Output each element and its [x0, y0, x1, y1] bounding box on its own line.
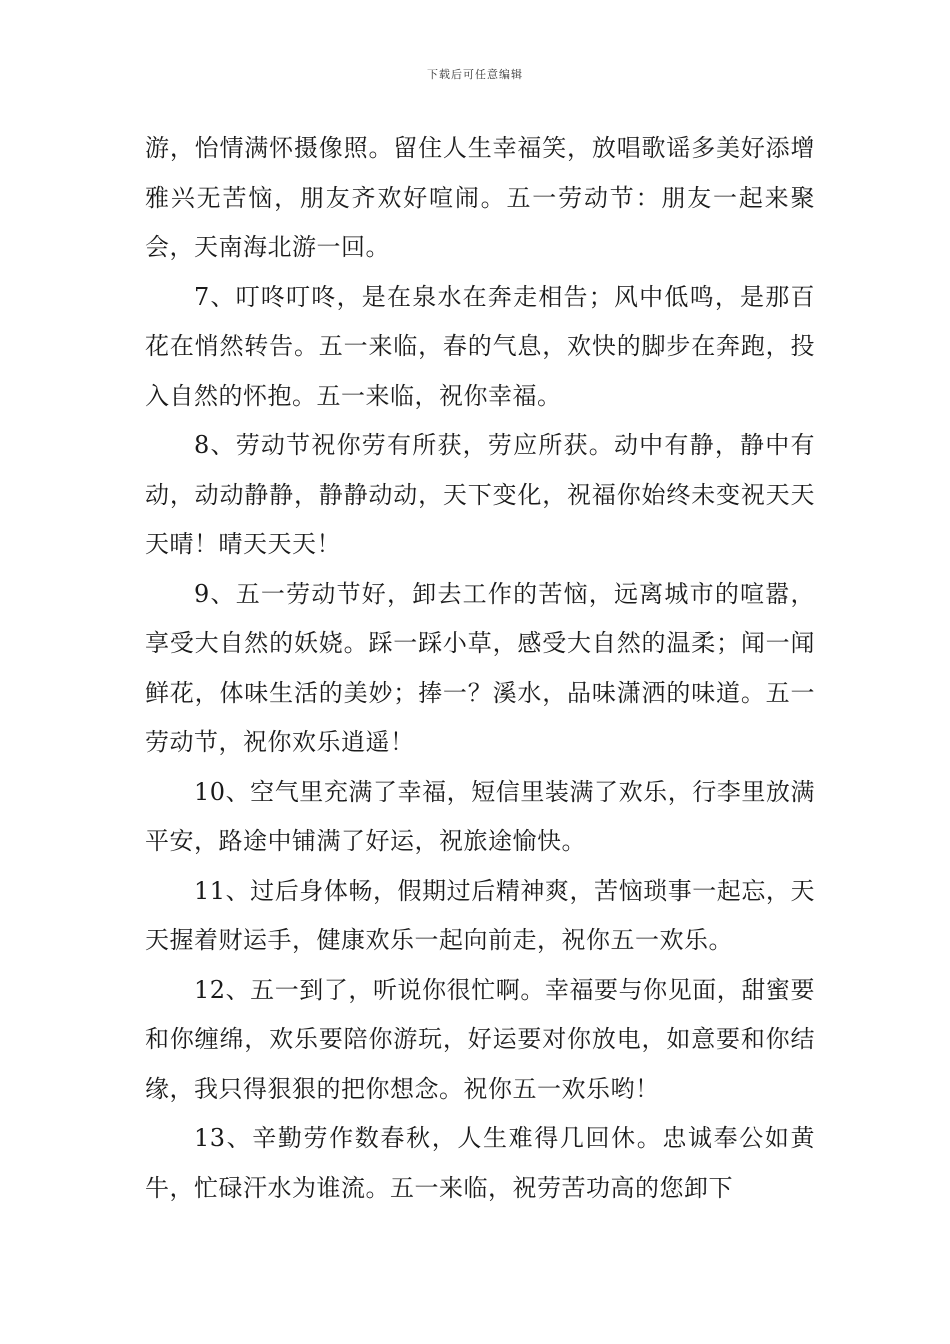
- paragraph: 9、五一劳动节好，卸去工作的苦恼，远离城市的喧嚣，享受大自然的妖娆。踩一踩小草，感受大自然的温柔；闻一闻鲜花，体味生活的美妙；捧一？溪水，品味潇洒的味道。五一劳动节，祝你欢乐逍遥！: [145, 579, 815, 756]
- paragraph: 12、五一到了，听说你很忙啊。幸福要与你见面，甜蜜要和你缠绵，欢乐要陪你游玩，好运要对你放电，如意要和你结缘，我只得狠狠的把你想念。祝你五一欢乐哟！: [145, 975, 815, 1103]
- paragraph: 8、劳动节祝你劳有所获，劳应所获。动中有静，静中有动，动动静静，静静动动，天下变化，祝福你始终未变祝天天天晴！晴天天天！: [145, 431, 815, 558]
- paragraph: 10、空气里充满了幸福，短信里装满了欢乐，行李里放满平安，路途中铺满了好运，祝旅途愉快。: [145, 777, 815, 855]
- paragraph: 13、辛勤劳作数春秋，人生难得几回休。忠诚奉公如黄牛，忙碌汗水为谁流。五一来临，祝劳苦功高的您卸下: [145, 1124, 815, 1202]
- paragraph: 7、叮咚叮咚，是在泉水在奔走相告；风中低鸣，是那百花在悄然转告。五一来临，春的气息，欢快的脚步在奔跑，投入自然的怀抱。五一来临，祝你幸福。: [145, 282, 815, 410]
- paragraph: 游，怡情满怀摄像照。留住人生幸福笑，放唱歌谣多美好添增雅兴无苦恼，朋友齐欢好喧闹。五一劳动节：朋友一起来聚会，天南海北游一回。: [145, 134, 815, 261]
- paragraph: 11、过后身体畅，假期过后精神爽，苦恼琐事一起忘，天天握着财运手，健康欢乐一起向前走，祝你五一欢乐。: [145, 876, 815, 954]
- document-body: [145, 124, 815, 1213]
- page-header: 下载后可任意编辑: [427, 68, 523, 81]
